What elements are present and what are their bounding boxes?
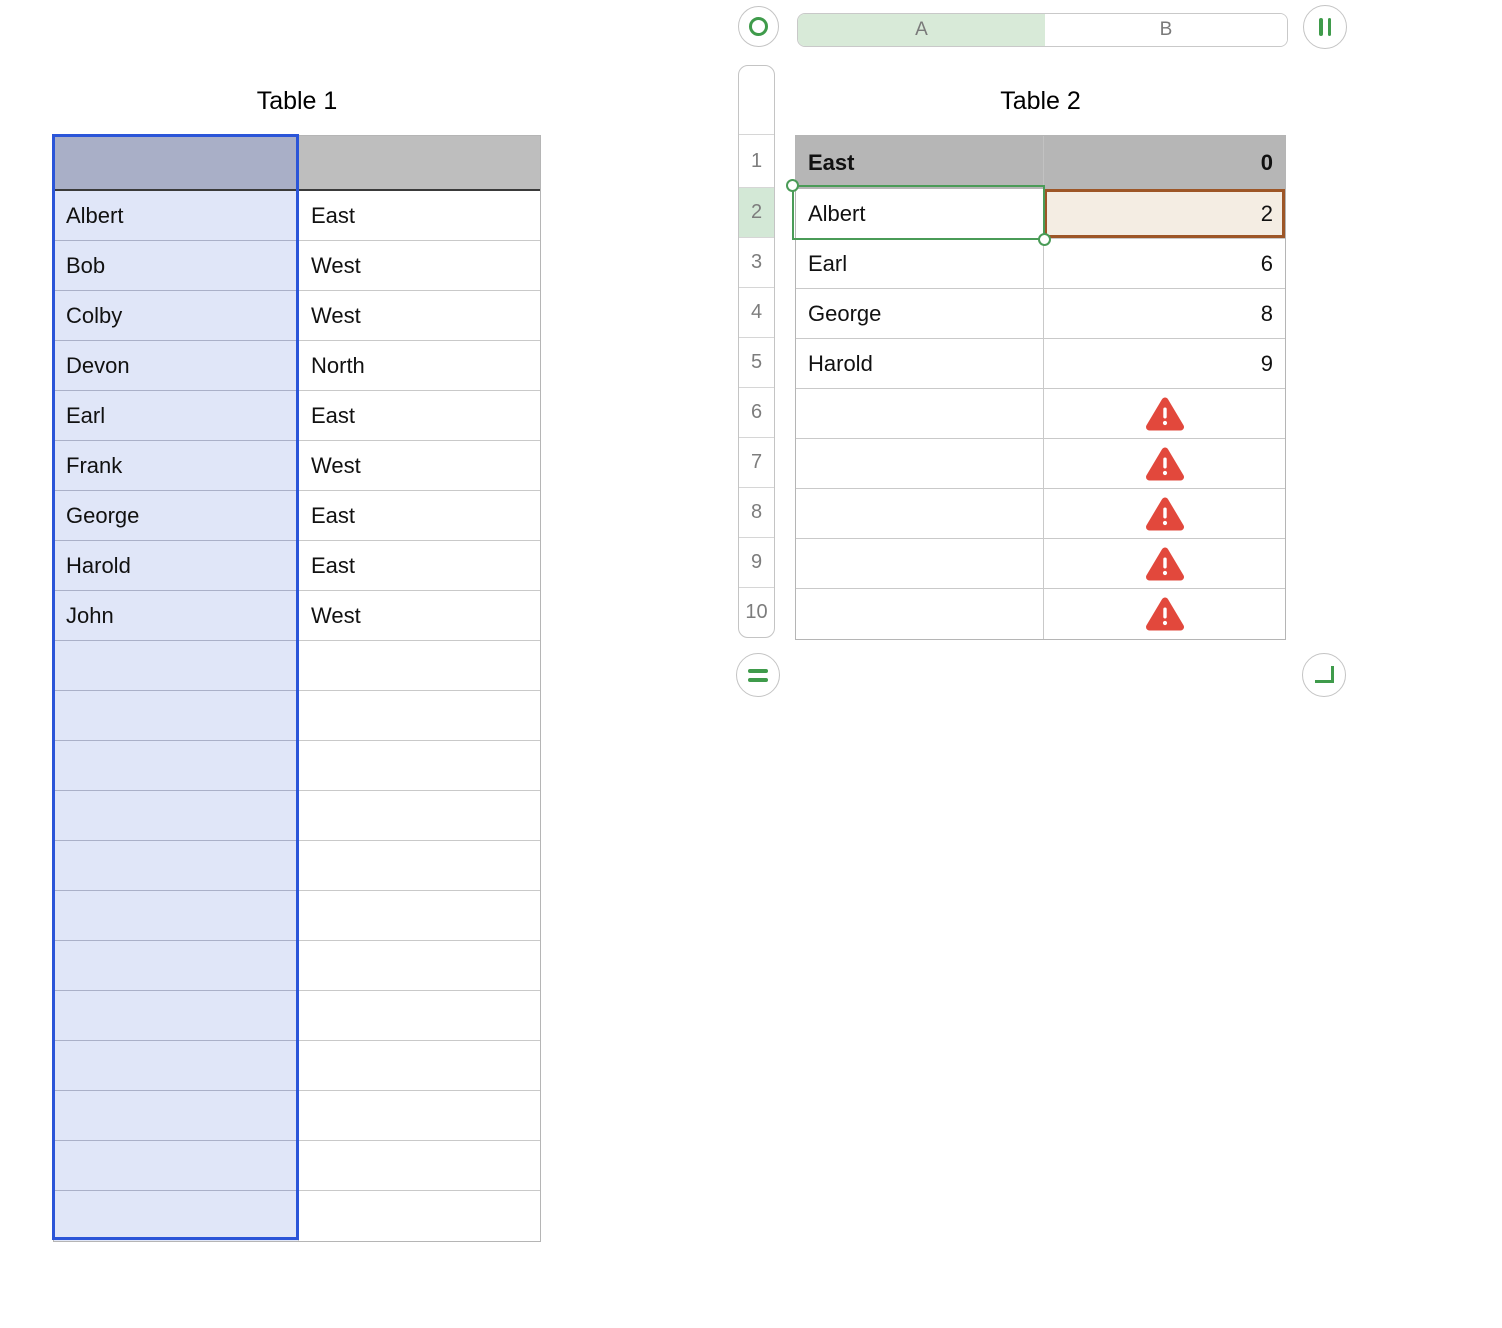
name-cell[interactable]: John	[54, 591, 298, 641]
empty-region-cell[interactable]	[298, 941, 540, 991]
name-cell[interactable]: George	[54, 491, 298, 541]
empty-name-cell[interactable]	[54, 1041, 298, 1091]
table-2-body	[796, 189, 1285, 639]
table-row	[54, 791, 540, 841]
name-cell[interactable]: George	[796, 289, 1043, 339]
table-row	[54, 991, 540, 1041]
column-header-bar	[797, 13, 1288, 47]
region-cell[interactable]: East	[298, 541, 540, 591]
row-number-1[interactable]: 1	[739, 134, 774, 187]
table-row	[796, 239, 1285, 289]
add-row-button[interactable]	[736, 653, 780, 697]
value-cell[interactable]: 6	[1043, 239, 1285, 289]
empty-name-cell[interactable]	[54, 691, 298, 741]
corner-icon	[1315, 666, 1334, 683]
table-row	[54, 1091, 540, 1141]
name-cell[interactable]: Devon	[54, 341, 298, 391]
region-cell[interactable]: North	[298, 341, 540, 391]
table-1-header-row	[54, 136, 540, 191]
empty-name-cell[interactable]	[54, 741, 298, 791]
warning-icon[interactable]	[1145, 546, 1185, 582]
row-number-cells	[739, 66, 774, 637]
empty-region-cell[interactable]	[298, 991, 540, 1041]
name-cell[interactable]: Albert	[796, 189, 1043, 239]
empty-region-cell[interactable]	[298, 891, 540, 941]
pause-icon	[1319, 18, 1331, 36]
name-cell[interactable]: Albert	[54, 191, 298, 241]
resize-table-button[interactable]	[1302, 653, 1346, 697]
table-row	[796, 389, 1285, 439]
empty-name-cell[interactable]	[796, 489, 1043, 539]
table-row	[54, 1141, 540, 1191]
row-number-4[interactable]: 4	[739, 287, 774, 337]
row-number-10[interactable]: 10	[739, 587, 774, 637]
region-cell[interactable]: West	[298, 591, 540, 641]
name-cell[interactable]: Colby	[54, 291, 298, 341]
warning-icon[interactable]	[1145, 446, 1185, 482]
name-cell[interactable]: Frank	[54, 441, 298, 491]
empty-name-cell[interactable]	[796, 389, 1043, 439]
table-row	[54, 1041, 540, 1091]
empty-name-cell[interactable]	[54, 891, 298, 941]
empty-name-cell[interactable]	[54, 1141, 298, 1191]
table-row	[796, 339, 1285, 389]
row-number-9[interactable]: 9	[739, 537, 774, 587]
row-number-5[interactable]: 5	[739, 337, 774, 387]
table-2-header-cell-a[interactable]: East	[796, 136, 1043, 189]
empty-name-cell[interactable]	[54, 641, 298, 691]
table-2	[795, 135, 1286, 640]
row-number-gutter	[738, 65, 775, 638]
empty-region-cell[interactable]	[298, 691, 540, 741]
empty-name-cell[interactable]	[796, 539, 1043, 589]
empty-region-cell[interactable]	[298, 1041, 540, 1091]
empty-name-cell[interactable]	[54, 791, 298, 841]
empty-region-cell[interactable]	[298, 1091, 540, 1141]
name-cell[interactable]: Bob	[54, 241, 298, 291]
table-1-header-cell-b[interactable]	[298, 136, 540, 189]
region-cell[interactable]: West	[298, 241, 540, 291]
empty-name-cell[interactable]	[54, 991, 298, 1041]
table-2-header-cell-b[interactable]: 0	[1043, 136, 1285, 189]
row-number-2[interactable]: 2	[739, 187, 774, 237]
warning-icon[interactable]	[1145, 396, 1185, 432]
circle-icon	[749, 17, 768, 36]
warning-icon[interactable]	[1145, 596, 1185, 632]
warning-cell[interactable]	[1043, 589, 1285, 639]
table-row	[54, 541, 540, 591]
table-row	[54, 241, 540, 291]
table-1-title[interactable]: Table 1	[256, 87, 338, 115]
empty-name-cell[interactable]	[54, 1091, 298, 1141]
table-1	[53, 135, 541, 1242]
empty-name-cell[interactable]	[796, 439, 1043, 489]
value-cell[interactable]: 9	[1043, 339, 1285, 389]
table-row	[796, 289, 1285, 339]
name-cell[interactable]: Earl	[796, 239, 1043, 289]
equals-icon	[748, 669, 768, 682]
table-row	[54, 491, 540, 541]
name-cell[interactable]: Earl	[54, 391, 298, 441]
table-row	[54, 341, 540, 391]
table-row	[54, 291, 540, 341]
row-number-8[interactable]: 8	[739, 487, 774, 537]
table-1-body	[54, 191, 540, 1241]
table-row	[54, 641, 540, 691]
table-row	[54, 191, 540, 241]
warning-cell[interactable]	[1043, 539, 1285, 589]
row-gutter-pad	[739, 66, 774, 134]
warning-cell[interactable]	[1043, 389, 1285, 439]
pause-button[interactable]	[1303, 5, 1347, 49]
empty-name-cell[interactable]	[54, 941, 298, 991]
table-row	[796, 439, 1285, 489]
column-a-label: A	[915, 19, 928, 40]
table-row	[54, 841, 540, 891]
empty-region-cell[interactable]	[298, 1191, 540, 1241]
table-row	[54, 691, 540, 741]
empty-name-cell[interactable]	[796, 589, 1043, 639]
table-row	[54, 1191, 540, 1241]
table-row	[54, 891, 540, 941]
row-number-7[interactable]: 7	[739, 437, 774, 487]
table-row	[54, 391, 540, 441]
selection-handle-top-left[interactable]	[786, 179, 799, 192]
value-cell[interactable]: 2	[1043, 189, 1285, 239]
warning-icon[interactable]	[1145, 496, 1185, 532]
table-row	[796, 189, 1285, 239]
empty-region-cell[interactable]	[298, 791, 540, 841]
row-number-6[interactable]: 6	[739, 387, 774, 437]
table-handle-button[interactable]	[738, 6, 779, 47]
table-row	[54, 591, 540, 641]
empty-region-cell[interactable]	[298, 741, 540, 791]
table-row	[796, 589, 1285, 639]
warning-cell[interactable]	[1043, 489, 1285, 539]
table-2-title[interactable]: Table 2	[1000, 87, 1081, 115]
region-cell[interactable]: East	[298, 191, 540, 241]
column-header-b[interactable]	[1045, 14, 1287, 46]
column-b-label: B	[1159, 19, 1173, 40]
table-row	[796, 489, 1285, 539]
empty-name-cell[interactable]	[54, 1191, 298, 1241]
empty-name-cell[interactable]	[54, 841, 298, 891]
selection-handle-bottom-right[interactable]	[1038, 233, 1051, 246]
empty-region-cell[interactable]	[298, 841, 540, 891]
name-cell[interactable]: Harold	[796, 339, 1043, 389]
table-row	[54, 941, 540, 991]
table-1-header-cell-a[interactable]	[54, 136, 298, 189]
region-cell[interactable]: East	[298, 391, 540, 441]
region-cell[interactable]: East	[298, 491, 540, 541]
region-cell[interactable]: West	[298, 441, 540, 491]
row-number-3[interactable]: 3	[739, 237, 774, 287]
table-row	[54, 441, 540, 491]
empty-region-cell[interactable]	[298, 1141, 540, 1191]
table-row	[54, 741, 540, 791]
table-row	[796, 539, 1285, 589]
empty-region-cell[interactable]	[298, 641, 540, 691]
value-cell[interactable]: 8	[1043, 289, 1285, 339]
column-header-a[interactable]	[798, 14, 1045, 46]
region-cell[interactable]: West	[298, 291, 540, 341]
name-cell[interactable]: Harold	[54, 541, 298, 591]
warning-cell[interactable]	[1043, 439, 1285, 489]
table-2-header-row	[796, 136, 1285, 189]
